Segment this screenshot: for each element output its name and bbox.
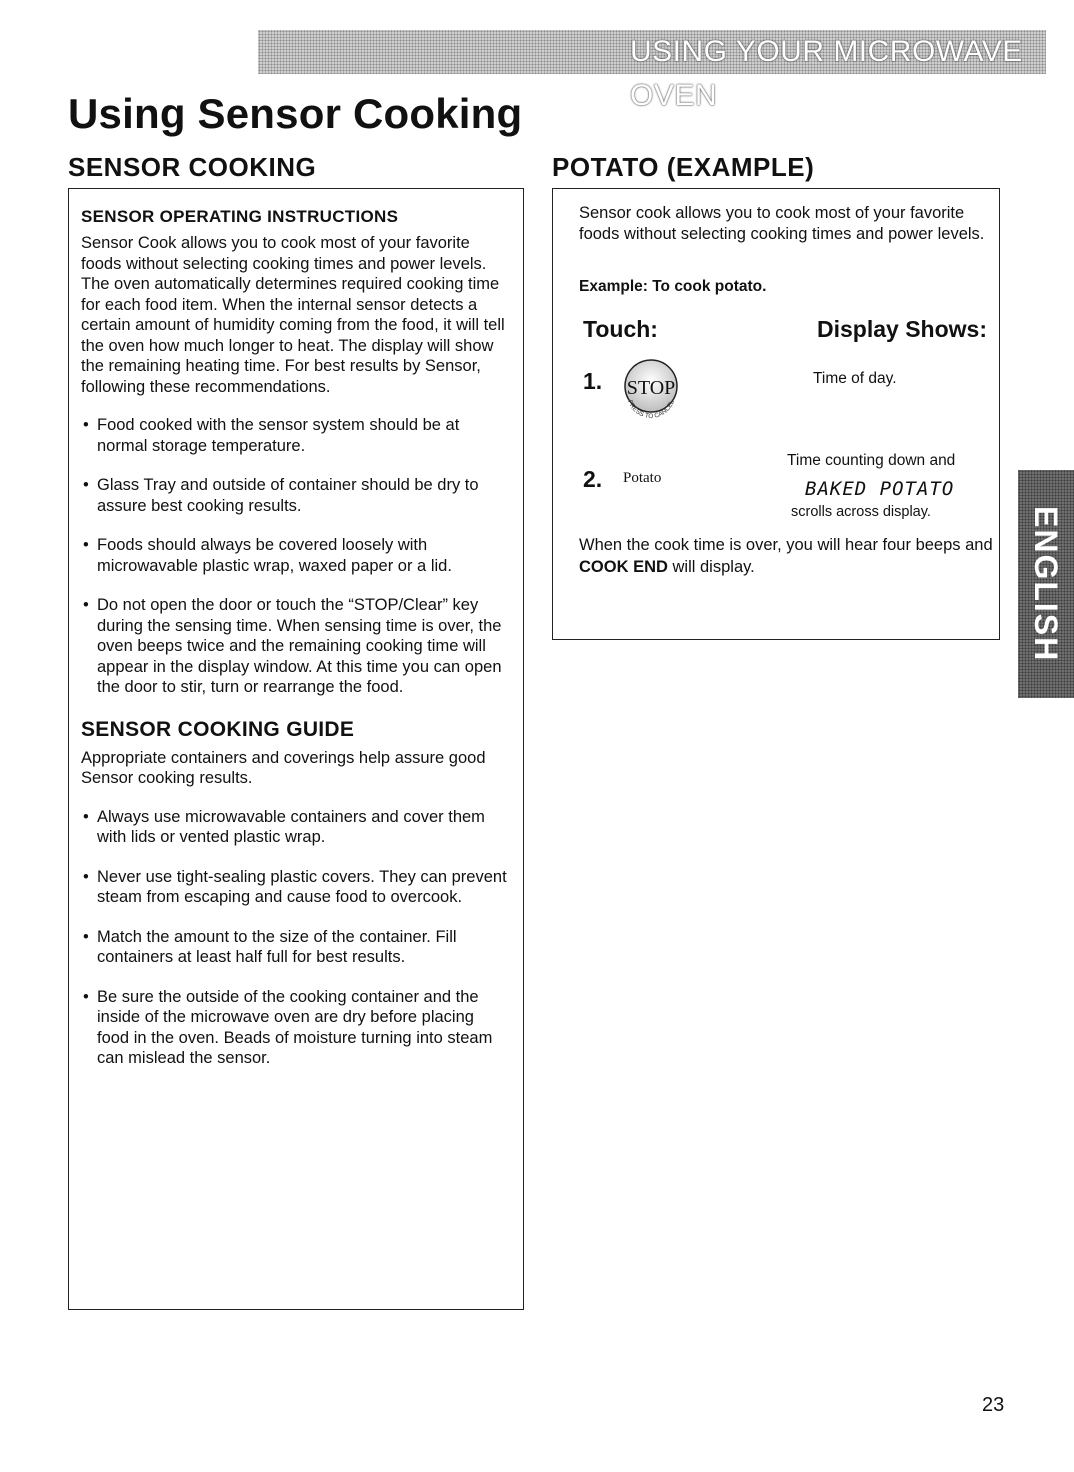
bullet-icon: •: [83, 867, 89, 886]
stop-key-icon[interactable]: [617, 356, 685, 424]
display-heading: Display Shows:: [817, 316, 987, 342]
bullet-icon: •: [83, 927, 89, 946]
page-number: 23: [982, 1394, 1005, 1416]
column-headings: [579, 316, 993, 356]
touch-heading: Touch:: [583, 316, 658, 342]
bullet-icon: •: [83, 416, 89, 434]
instructions-heading: SENSOR OPERATING INSTRUCTIONS: [81, 207, 399, 226]
list-item: • Glass Tray and outside of container should be dry to assure best cooking results.: [83, 476, 479, 515]
page-title: Using Sensor Cooking: [68, 90, 523, 137]
cook-end-label: COOK END: [579, 558, 668, 576]
bullet-icon: •: [83, 596, 89, 614]
instructions-list: [81, 415, 509, 698]
guide-heading: SENSOR COOKING GUIDE: [81, 717, 355, 741]
list-item: • Food cooked with the sensor system should be at normal storage temperature.: [83, 416, 460, 455]
list-item: • Never use tight-sealing plastic covers. They can prevent steam from escaping and cause food to overcook.: [83, 867, 507, 906]
bullet-icon: •: [83, 536, 89, 554]
display-segment-text: BAKED POTATO: [805, 478, 955, 500]
bullet-icon: •: [83, 987, 89, 1006]
stop-key-label: STOP: [626, 377, 676, 399]
step-1: [579, 356, 993, 448]
bullet-icon: •: [83, 476, 89, 494]
potato-example-panel: [552, 188, 1000, 640]
list-item: • Do not open the door or touch the “STOP/Clear” key during the sensing time. When sensing time is over, the oven beeps twice and the remaining cooking time will appear in the display window. At this time you can open the door to stir, turn or rearrange the food.: [83, 596, 502, 696]
section-title-sensor-cooking: SENSOR COOKING: [68, 152, 317, 182]
step-number: 2.: [583, 466, 603, 492]
step2-display-line3: scrolls across display.: [791, 504, 931, 520]
banner-title: USING YOUR MICROWAVE OVEN: [630, 35, 1023, 112]
guide-body: Appropriate containers and coverings help assure good Sensor cooking results.: [81, 748, 486, 787]
list-item: • Match the amount to the size of the container. Fill containers at least half full for best results.: [83, 927, 457, 966]
potato-intro: Sensor cook allows you to cook most of your favorite foods without selecting cooking times and power levels.: [579, 204, 985, 243]
sensor-cooking-panel: [68, 188, 524, 1310]
list-item: • Always use microwavable containers and cover them with lids or vented plastic wrap.: [83, 807, 485, 846]
step1-display: Time of day.: [813, 370, 897, 387]
guide-list: [81, 807, 509, 1069]
list-item: • Be sure the outside of the cooking container and the inside of the microwave oven are dry before placing food in the oven. Beads of moisture turning into steam can mislead the sensor.: [83, 987, 493, 1067]
step2-display-line1: Time counting down and: [787, 452, 956, 469]
stop-key-sublabel: PRESS TO CANCEL: [626, 399, 676, 421]
potato-key[interactable]: Potato: [623, 470, 662, 486]
language-tab-label: ENGLISH: [1028, 505, 1064, 663]
step-number: 1.: [583, 368, 603, 394]
section-title-potato-example: POTATO (EXAMPLE): [552, 152, 815, 182]
example-label: Example: To cook potato.: [579, 278, 767, 295]
list-item: • Foods should always be covered loosely with microwavable plastic wrap, waxed paper or a lid.: [83, 536, 452, 575]
instructions-body: Sensor Cook allows you to cook most of your favorite foods without selecting cooking times and power levels. The oven automatically determines required cooking time for each food item. When the internal sensor detects a certain amount of humidity coming from the food, it will tell the oven how much longer to heat. The display will show the remaining heating time. For best results by Sensor, following these recommendations.: [81, 234, 505, 396]
step-2: [579, 452, 993, 534]
ending-text: When the cook time is over, you will hear four beeps and COOK END will display.: [579, 536, 993, 576]
bullet-icon: •: [83, 807, 89, 826]
